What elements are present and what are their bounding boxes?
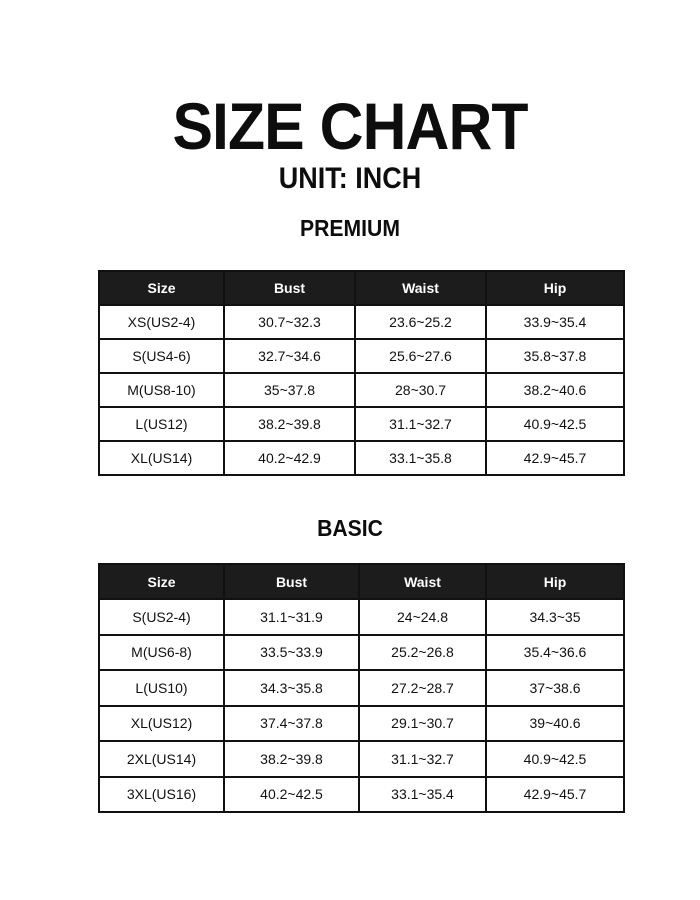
column-header-bust: Bust bbox=[224, 564, 359, 599]
cell-waist: 25.6~27.6 bbox=[355, 339, 486, 373]
cell-hip: 35.8~37.8 bbox=[486, 339, 624, 373]
cell-bust: 30.7~32.3 bbox=[224, 305, 355, 339]
cell-waist: 23.6~25.2 bbox=[355, 305, 486, 339]
table-row bbox=[99, 599, 624, 635]
column-header-bust: Bust bbox=[224, 271, 355, 305]
table-row bbox=[99, 441, 624, 475]
premium-heading: PREMIUM bbox=[300, 215, 400, 241]
table-row bbox=[99, 339, 624, 373]
table-row bbox=[99, 373, 624, 407]
cell-bust: 31.1~31.9 bbox=[224, 599, 359, 635]
cell-waist: 33.1~35.8 bbox=[355, 441, 486, 475]
cell-bust: 34.3~35.8 bbox=[224, 670, 359, 706]
cell-bust: 35~37.8 bbox=[224, 373, 355, 407]
cell-bust: 38.2~39.8 bbox=[224, 741, 359, 777]
cell-hip: 39~40.6 bbox=[486, 706, 624, 742]
cell-bust: 40.2~42.9 bbox=[224, 441, 355, 475]
cell-size: L(US10) bbox=[99, 670, 224, 706]
cell-size: L(US12) bbox=[99, 407, 224, 441]
cell-waist: 28~30.7 bbox=[355, 373, 486, 407]
cell-hip: 35.4~36.6 bbox=[486, 635, 624, 671]
cell-size: XS(US2-4) bbox=[99, 305, 224, 339]
cell-bust: 38.2~39.8 bbox=[224, 407, 355, 441]
table-header-row bbox=[99, 271, 624, 305]
table-header-row bbox=[99, 564, 624, 599]
column-header-waist: Waist bbox=[359, 564, 486, 599]
cell-size: M(US6-8) bbox=[99, 635, 224, 671]
cell-size: S(US2-4) bbox=[99, 599, 224, 635]
cell-bust: 32.7~34.6 bbox=[224, 339, 355, 373]
cell-hip: 33.9~35.4 bbox=[486, 305, 624, 339]
basic-size-table bbox=[98, 563, 625, 813]
cell-hip: 42.9~45.7 bbox=[486, 441, 624, 475]
cell-size: M(US8-10) bbox=[99, 373, 224, 407]
table-row bbox=[99, 706, 624, 742]
cell-waist: 27.2~28.7 bbox=[359, 670, 486, 706]
column-header-hip: Hip bbox=[486, 271, 624, 305]
cell-bust: 33.5~33.9 bbox=[224, 635, 359, 671]
table-row bbox=[99, 305, 624, 339]
cell-hip: 38.2~40.6 bbox=[486, 373, 624, 407]
cell-waist: 24~24.8 bbox=[359, 599, 486, 635]
table-row bbox=[99, 777, 624, 813]
page-title: SIZE CHART bbox=[172, 89, 528, 163]
cell-size: 2XL(US14) bbox=[99, 741, 224, 777]
cell-size: XL(US14) bbox=[99, 441, 224, 475]
cell-hip: 40.9~42.5 bbox=[486, 407, 624, 441]
cell-waist: 29.1~30.7 bbox=[359, 706, 486, 742]
table-row bbox=[99, 741, 624, 777]
column-header-hip: Hip bbox=[486, 564, 624, 599]
cell-size: XL(US12) bbox=[99, 706, 224, 742]
column-header-waist: Waist bbox=[355, 271, 486, 305]
cell-hip: 40.9~42.5 bbox=[486, 741, 624, 777]
cell-hip: 34.3~35 bbox=[486, 599, 624, 635]
cell-bust: 37.4~37.8 bbox=[224, 706, 359, 742]
unit-label: UNIT: INCH bbox=[278, 162, 422, 195]
cell-hip: 42.9~45.7 bbox=[486, 777, 624, 813]
cell-bust: 40.2~42.5 bbox=[224, 777, 359, 813]
cell-waist: 31.1~32.7 bbox=[355, 407, 486, 441]
table-row bbox=[99, 407, 624, 441]
cell-hip: 37~38.6 bbox=[486, 670, 624, 706]
cell-waist: 31.1~32.7 bbox=[359, 741, 486, 777]
cell-size: 3XL(US16) bbox=[99, 777, 224, 813]
cell-waist: 33.1~35.4 bbox=[359, 777, 486, 813]
premium-size-table bbox=[98, 270, 625, 476]
cell-waist: 25.2~26.8 bbox=[359, 635, 486, 671]
basic-heading: BASIC bbox=[317, 515, 383, 541]
table-row bbox=[99, 670, 624, 706]
table-row bbox=[99, 635, 624, 671]
cell-size: S(US4-6) bbox=[99, 339, 224, 373]
column-header-size: Size bbox=[99, 564, 224, 599]
column-header-size: Size bbox=[99, 271, 224, 305]
